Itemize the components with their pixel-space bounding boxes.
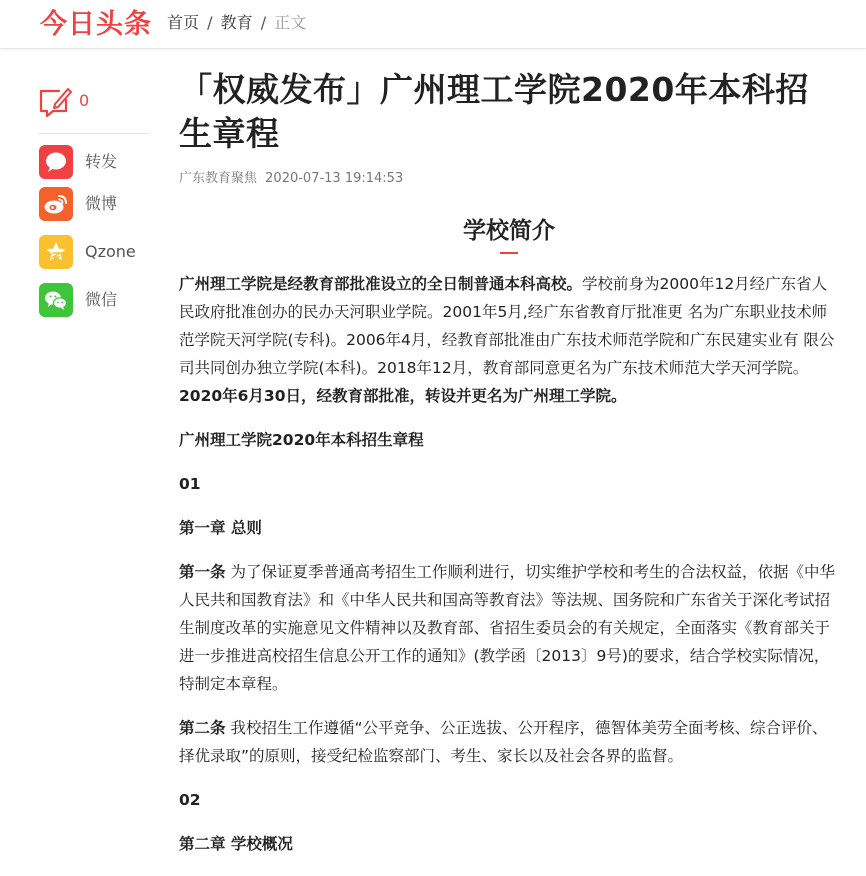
article-body	[179, 270, 839, 858]
chapter-2-title: 第二章 学校概况	[179, 835, 293, 853]
share-sidebar	[38, 84, 150, 309]
qzone-icon	[39, 235, 73, 269]
share-qzone[interactable]	[39, 235, 149, 269]
breadcrumb	[167, 12, 306, 34]
clause-2-label: 第二条	[179, 719, 226, 737]
share-weibo-label: 微博	[85, 194, 118, 213]
share-weibo[interactable]	[39, 187, 149, 221]
article	[179, 68, 839, 874]
intro-lead-bold: 广州理工学院是经教育部批准设立的全日制普通本科高校。	[179, 275, 583, 293]
breadcrumb-current: 正文	[274, 13, 307, 32]
weibo-icon	[39, 187, 73, 221]
clause-1-label: 第一条	[179, 563, 226, 581]
clause-1-text: 为了保证夏季普通高考招生工作顺利进行，切实维护学校和考生的合法权益，依据《中华人民共和国教育法》和《中华人民共和国高等教育法》等法规、国务院和广东省关于深化考试招生制度改革的实施意见文件精神以及教育部、省招生委员会的有关规定，全面落实《教育部关于进一步推进高校招生信息公开工作的通知》(教学函〔2013〕9号)的要求，结合学校实际情况，特制定本章程。	[179, 563, 835, 693]
share-wechat[interactable]	[39, 283, 149, 317]
section-heading: 学校简介	[463, 218, 555, 244]
share-repost[interactable]	[39, 145, 149, 179]
top-bar	[0, 0, 866, 49]
breadcrumb-category[interactable]: 教育	[220, 13, 253, 32]
comment-button[interactable]	[38, 84, 150, 124]
article-source[interactable]: 广东教育聚焦	[179, 171, 258, 186]
section-heading-underline	[500, 252, 518, 254]
clause-2-text: 我校招生工作遵循“公平竞争、公正选拔、公开程序，德智体美劳全面考核、综合评价、择优录取”的原则，接受纪检监察部门、考生、家长以及社会各界的监督。	[179, 719, 828, 765]
share-wechat-label: 微信	[85, 290, 118, 309]
toutiao-logo[interactable]: 今日头条	[40, 9, 152, 40]
repost-icon	[39, 145, 73, 179]
intro-tail-bold: 2020年6月30日，经教育部批准，转设并更名为广州理工学院。	[179, 387, 627, 405]
article-title: 「权威发布」广州理工学院2020年本科招生章程	[179, 70, 809, 153]
sidebar-divider	[38, 133, 150, 134]
comment-edit-icon	[38, 84, 72, 118]
intro-paragraph	[179, 270, 839, 410]
part-number-02: 02	[179, 791, 201, 809]
breadcrumb-separator: /	[260, 13, 267, 32]
share-repost-label: 转发	[85, 152, 118, 171]
doc-title: 广州理工学院2020年本科招生章程	[179, 431, 424, 449]
article-clause-1	[179, 558, 839, 698]
article-clause-2	[179, 714, 839, 770]
part-number-01: 01	[179, 475, 201, 493]
chapter-1-title: 第一章 总则	[179, 519, 262, 537]
article-meta	[179, 170, 839, 188]
breadcrumb-home[interactable]: 首页	[167, 13, 200, 32]
comment-count: 0	[79, 91, 90, 110]
article-date: 2020-07-13 19:14:53	[265, 171, 404, 186]
wechat-icon	[39, 283, 73, 317]
intro-body: 学校前身为2000年12月经广东省人民政府批准创办的民办天河职业学院。2001年5月,经广东省教育厅批准更 名为广东职业技术师范学院天河学院(专科)。2006年4月，经教育部批准由广东技术师范学院和广东民建实业有 限公司共同创办独立学院(本科)。2018年12月，教育部同意更名为广东技术师范大学天河学院。	[179, 275, 835, 377]
breadcrumb-separator: /	[207, 13, 213, 32]
share-qzone-label: Qzone	[85, 242, 136, 261]
